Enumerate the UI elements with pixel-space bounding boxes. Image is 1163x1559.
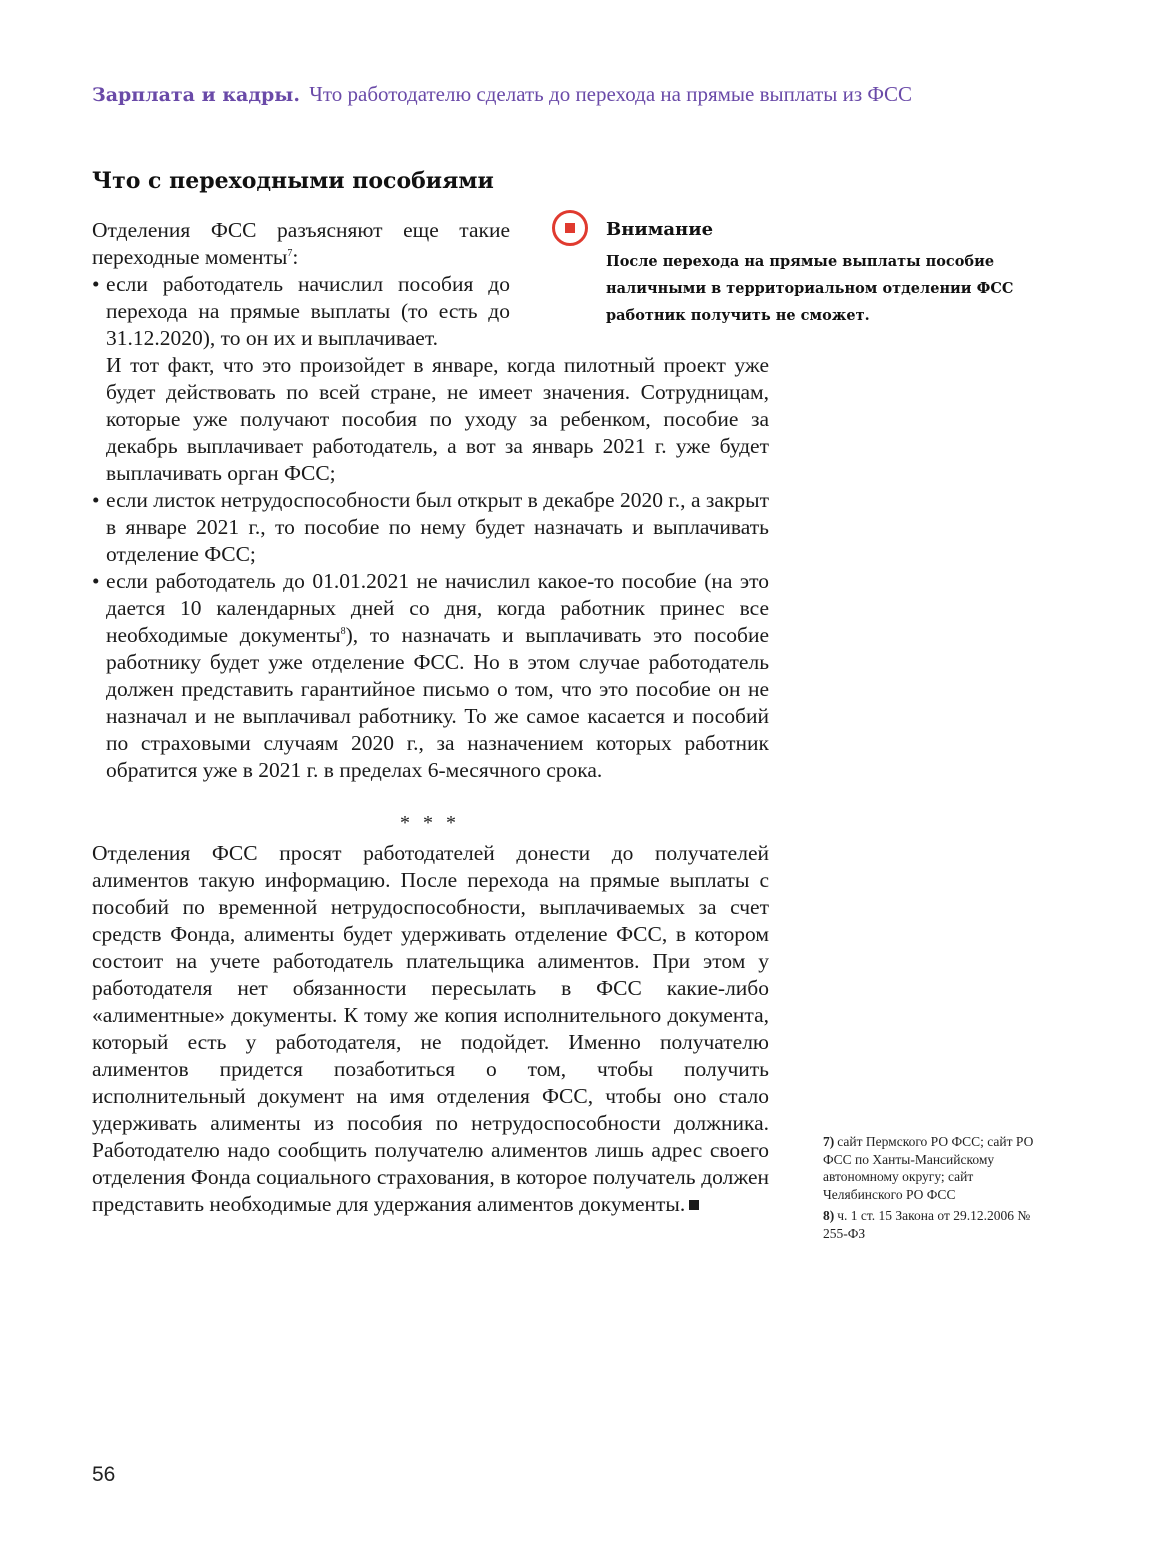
- list-item: [92, 487, 769, 568]
- footnote-8: [823, 1207, 1048, 1242]
- running-header: [92, 82, 992, 107]
- footnote-number: 7): [823, 1134, 835, 1149]
- bullet-1-rest: И тот факт, что это произойдет в январе, когда пилотный проект уже будет действовать по всей стране, не имеет значения. Сотрудницам, которые уже получают пособия по уходу за ребенком, пособие за декабрь выплачивает работодатель, а вот за январь 2021 г. уже будет выплачивать орган ФСС;: [106, 353, 769, 485]
- bullet-3-text-after: ), то назначать и выплачивать это пособие работнику будет уже отделение ФСС. Но в этом случае работодатель должен представить гарантийное письмо о том, что это пособие он не назначал и не выплачивал работнику. То же самое касается и пособий по страховыми случаям 2020 г., за назначением которых работник обратится уже в 2021 г. в пределах 6-месячного срока.: [106, 623, 770, 782]
- alimony-paragraph: [92, 840, 769, 1218]
- list-item: [92, 568, 769, 784]
- end-mark-icon: [689, 1200, 699, 1210]
- alimony-text: Отделения ФСС просят работодателей донести до получателей алиментов такую информацию. После перехода на прямые выплаты с пособий по временной нетрудоспособности, выплачиваемых за счет средств Фонда, алименты будет удерживать отделение ФСС, в котором состоит на учете работодатель плательщика алиментов. При этом у работодателя нет обязанности пересылать в ФСС какие-либо «алиментные» документы. К тому же копия исполнительного документа, который есть у работодателя, не подойдет. Именно получателю алиментов придется позаботиться о том, чтобы получить исполнительный документ на имя отделения ФСС, чтобы оно стало удерживать алименты из пособия по нетрудоспособности должника. Работодателю надо сообщить получателю алиментов лишь адрес своего отделения Фонда социального страхования, в которое получатель должен представить необходимые для удержания алиментов документы.: [92, 841, 769, 1216]
- notice-text: После перехода на прямые выплаты пособие наличными в территориальном отделении ФСС работник получить не сможет.: [606, 253, 1014, 324]
- section-heading: Что с переходными пособиями: [92, 168, 494, 194]
- footnote-7: [823, 1133, 1048, 1203]
- header-section: Зарплата и кадры.: [92, 84, 300, 106]
- footnotes: [823, 1133, 1048, 1246]
- bullet-1-head: • если работодатель начислил пособия до перехода на прямые выплаты (то есть до 31.12.2020), то он их и выплачивает.: [106, 272, 510, 350]
- page-number: 56: [92, 1463, 116, 1486]
- bullet-3-text-before: если работодатель до 01.01.2021 не начислил какое-то пособие (на это дается 10 календарных дней со дня, когда работник принес все необходимые документы: [106, 569, 769, 647]
- notice-title: Внимание: [606, 219, 714, 240]
- bullet-2-text: если листок нетрудоспособности был открыт в декабре 2020 г., а закрыт в январе 2021 г., то пособие по нему будет назначать и выплачивать отделение ФСС;: [106, 488, 769, 566]
- footnote-text: сайт Пермского РО ФСС; сайт РО ФСС по Ханты-Мансийскому автономному округу; сайт Челябинского РО ФСС: [823, 1134, 1034, 1202]
- header-title: Что работодателю сделать до перехода на прямые выплаты из ФСС: [309, 82, 913, 106]
- bullet-list: [92, 271, 769, 784]
- footnote-number: 8): [823, 1208, 835, 1223]
- footnote-ref-8: 8: [340, 626, 346, 637]
- list-item: [92, 271, 769, 487]
- intro-tail: :: [292, 245, 299, 269]
- stop-icon: [552, 210, 588, 246]
- footnote-ref-7: 7: [287, 248, 293, 259]
- intro-text: Отделения ФСС разъясняют еще такие переходные моменты: [92, 218, 510, 269]
- footnote-text: ч. 1 ст. 15 Закона от 29.12.2006 № 255-ФЗ: [823, 1208, 1031, 1241]
- intro-paragraph: [92, 217, 510, 271]
- section-separator: * * *: [400, 812, 460, 834]
